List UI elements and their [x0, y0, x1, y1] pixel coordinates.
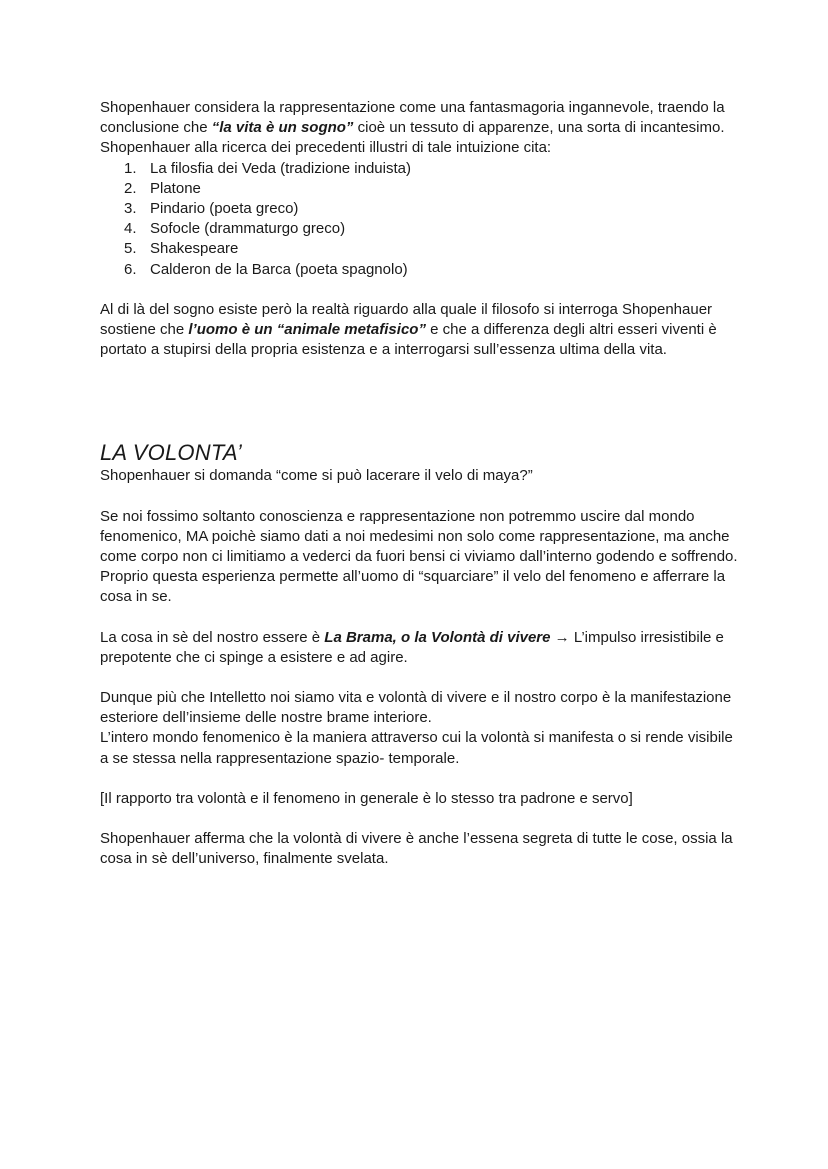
- list-item: 5. Shakespeare: [124, 240, 239, 258]
- emphasis-animale-metafisico: l’uomo è un “animale metafisico”: [188, 321, 426, 339]
- spacer: [100, 487, 740, 507]
- list-item: 1. La filosfia dei Veda (tradizione induista): [124, 159, 411, 177]
- intro-text: Shopenhauer considera la rappresentazione come una fantasmagoria ingannevole, traendo la conclusione che: [100, 99, 725, 137]
- body-paragraph: Dunque più che Intelletto noi siamo vita e volontà di vivere e il nostro corpo è la manifestazione esteriore dell’insieme delle nostre brame interiore.: [100, 689, 732, 727]
- intro-paragraph: [100, 98, 740, 159]
- body-paragraph: Se noi fossimo soltanto conoscienza e rappresentazione non potremmo uscire dal mondo fenomenico, MA poichè siamo dati a noi medesimi non solo come rappresentazione, ma anche come corpo non ci limitiamo a vederci da fuori bensi ci viviamo dall’interno godendo e soffrendo. Proprio questa esperienza permette all’uomo di “squarciare” il velo del fenomeno e afferrare la cosa in se.: [100, 507, 738, 606]
- spacer: [100, 769, 740, 789]
- spacer: [100, 608, 740, 628]
- section-heading: LA VOLONTA’: [100, 440, 242, 466]
- spacer: [100, 668, 740, 688]
- list-item: 3. Pindario (poeta greco): [124, 200, 299, 218]
- bracket-note: [Il rapporto tra volontà e il fenomeno in generale è lo stesso tra padrone e servo]: [100, 789, 633, 807]
- question-paragraph: Shopenhauer si domanda “come si può lacerare il velo di maya?”: [100, 467, 533, 485]
- closing-paragraph: Shopenhauer afferma che la volontà di vivere è anche l’essena segreta di tutte le cose, ossia la cosa in sè dell’universo, finalmente svelata.: [100, 830, 733, 868]
- intro-text-continued: cioè un tessuto di apparenze, una sorta di incantesimo. Shopenhauer alla ricerca dei precedenti illustri di tale intuizione cita:: [100, 119, 725, 157]
- sources-list: [100, 159, 740, 280]
- document-page: [100, 98, 740, 869]
- list-item: 4. Sofocle (drammaturgo greco): [124, 220, 346, 238]
- list-item: 6. Calderon de la Barca (poeta spagnolo): [124, 260, 408, 278]
- spacer: [100, 809, 740, 829]
- brama-paragraph: La cosa in sè del nostro essere è La Brama, o la Volontà di vivere → L’impulso irresistibile e prepotente che ci spinge a esistere e ad agire.: [100, 628, 724, 666]
- emphasis-brama: La Brama, o la Volontà di vivere: [324, 628, 551, 646]
- list-item: 2. Platone: [124, 179, 201, 197]
- emphasis-vita-sogno: “la vita è un sogno”: [211, 119, 354, 137]
- spacer: [100, 280, 740, 300]
- body-paragraph: L’intero mondo fenomenico è la maniera attraverso cui la volontà si manifesta o si rende visibile a se stessa nella rappresentazione spazio- temporale.: [100, 729, 733, 767]
- metaphysical-paragraph: Al di là del sogno esiste però la realtà riguardo alla quale il filosofo si interroga Shopenhauer sostiene che l’uomo è un “animale metafisico” e che a differenza degli altri esseri viventi è portato a stupirsi della propria esistenza e a interrogarsi sull’essenza ultima della vita.: [100, 300, 717, 359]
